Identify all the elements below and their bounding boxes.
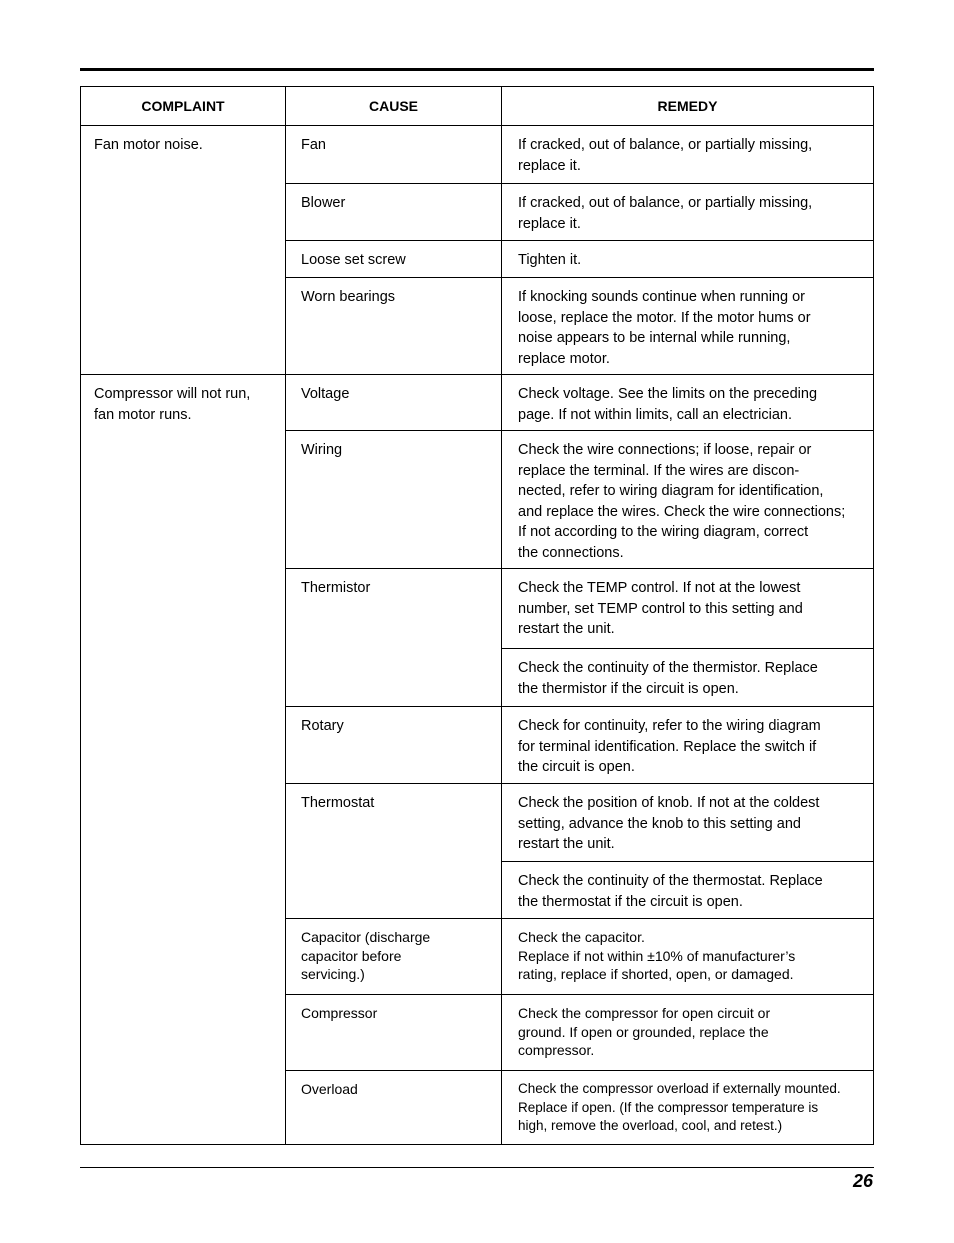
table-row [81,375,874,431]
remedy-text: Check the continuity of the thermostat. Replace the thermostat if the circuit is open. [518,873,823,910]
cause-text: Rotary [301,718,344,734]
cause-text: Fan [301,137,326,153]
cause-cell [286,707,502,784]
remedy-cell [502,375,874,431]
remedy-text: Check the position of knob. If not at the coldest setting, advance the knob to this setting and restart the unit. [518,795,820,852]
cause-text: Worn bearings [301,289,396,305]
complaint-text: Compressor will not run, fan motor runs. [94,386,251,423]
remedy-text: Check for continuity, refer to the wiring diagram for terminal identification. Replace the switch if the circuit is open. [518,718,821,775]
cause-cell [286,784,502,919]
cause-text: Blower [301,195,346,211]
remedy-cell [502,1071,874,1145]
remedy-cell [502,707,874,784]
remedy-text: If cracked, out of balance, or partially missing, replace it. [518,195,813,232]
remedy-cell [502,126,874,184]
cause-cell [286,278,502,375]
remedy-text: Check voltage. See the limits on the preceding page. If not within limits, call an electrician. [518,386,818,423]
remedy-text: Check the compressor for open circuit or ground. If open or grounded, replace the compressor. [518,1005,771,1058]
complaint-text: Fan motor noise. [94,137,203,153]
remedy-text: Check the capacitor. Replace if not within ±10% of manufacturer’s rating, replace if shorted, open, or damaged. [518,929,796,982]
cause-text: Wiring [301,442,343,458]
remedy-cell [502,649,874,707]
remedy-cell [502,184,874,241]
cause-cell [286,995,502,1071]
cause-cell [286,241,502,278]
complaint-cell [81,126,286,375]
remedy-cell [502,919,874,995]
remedy-cell [502,241,874,278]
header-complaint: COMPLAINT [81,87,286,126]
bottom-rule [80,1167,874,1168]
remedy-cell [502,995,874,1071]
cause-cell [286,184,502,241]
cause-text: Capacitor (discharge capacitor before servicing.) [301,929,431,982]
remedy-text: Check the wire connections; if loose, repair or replace the terminal. If the wires are discon- nected, refer to wiring diagram for identification, and replace the wires. Check the wire connections; If not according to the wiring diagram, correct the connections. [518,442,846,561]
cause-text: Overload [301,1081,358,1097]
troubleshooting-table [80,86,874,1145]
remedy-text: Check the continuity of the thermistor. Replace the thermistor if the circuit is open. [518,660,818,697]
table-header-row [81,87,874,126]
remedy-text: Check the TEMP control. If not at the lowest number, set TEMP control to this setting and restart the unit. [518,580,803,637]
remedy-cell [502,569,874,649]
cause-cell [286,375,502,431]
remedy-cell [502,784,874,862]
top-rule [80,68,874,71]
remedy-cell [502,862,874,919]
header-cause: CAUSE [286,87,502,126]
page-number: 26 [852,1171,873,1191]
remedy-text: Check the compressor overload if externally mounted. Replace if open. (If the compressor temperature is high, remove the overload, cool, and retest.) [518,1081,841,1133]
cause-cell [286,919,502,995]
cause-cell [286,569,502,707]
cause-cell [286,431,502,569]
cause-text: Voltage [301,386,350,402]
cause-cell [286,1071,502,1145]
remedy-cell [502,431,874,569]
remedy-text: If cracked, out of balance, or partially missing, replace it. [518,137,813,174]
complaint-cell [81,375,286,1145]
cause-text: Compressor [301,1005,378,1021]
header-remedy: REMEDY [502,87,874,126]
cause-text: Thermostat [301,795,375,811]
cause-text: Thermistor [301,580,371,596]
remedy-text: Tighten it. [518,252,582,268]
cause-cell [286,126,502,184]
remedy-cell [502,278,874,375]
table-row [81,126,874,184]
remedy-text: If knocking sounds continue when running or loose, replace the motor. If the motor hums or noise appears to be internal while running, replace motor. [518,289,811,367]
cause-text: Loose set screw [301,252,406,268]
